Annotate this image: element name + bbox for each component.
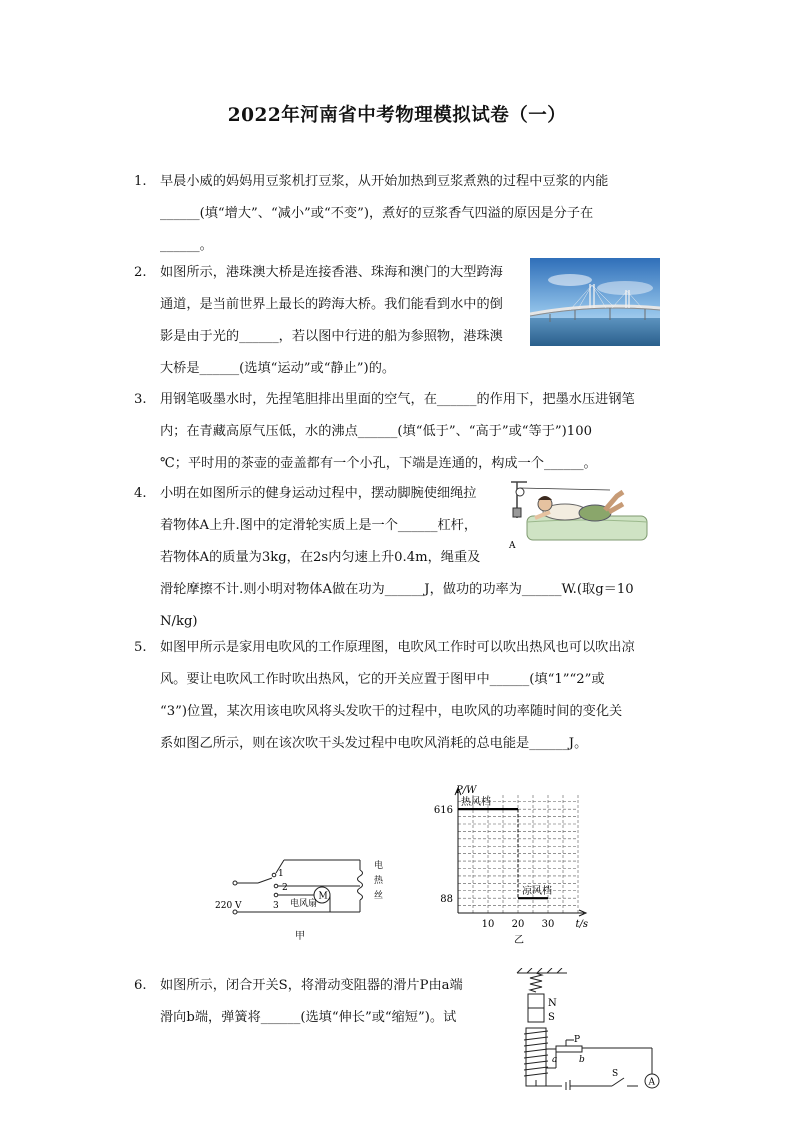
question-line: “3”)位置，某次用该电吹风将头发吹干的过程中，电吹风的功率随时间的变化关 xyxy=(160,704,623,719)
question-line: 通道，是当前世界上最长的跨海大桥。我们能看到水中的倒 xyxy=(160,297,503,312)
page-title: 2022年河南省中考物理模拟试卷（一） xyxy=(227,105,567,126)
end-b-label: b xyxy=(579,1055,585,1065)
question-line: 用钢笔吸墨水时，先捏笔胆排出里面的空气，在______的作用下，把墨水压进钢笔 xyxy=(160,392,635,407)
question-line: 如图所示，闭合开关S，将滑动变阻器的滑片P由a端 xyxy=(160,978,463,993)
electromagnet-figure xyxy=(512,968,662,1090)
figure-caption-yi: 乙 xyxy=(514,935,524,945)
power-time-chart xyxy=(418,785,593,945)
label-a: A xyxy=(509,541,516,551)
gym-exercise-figure xyxy=(505,478,655,556)
question-number: 4. xyxy=(134,486,147,501)
question-line: 系如图乙所示，则在该次吹干头发过程中电吹风消耗的总电能是______J。 xyxy=(160,736,588,751)
question-line: 滑轮摩擦不计.则小明对物体A做在功为______J，做功的功率为______W.(取g＝10 xyxy=(160,582,634,597)
fan-label: 电风扇 xyxy=(290,899,318,909)
question-number: 6. xyxy=(134,978,147,993)
y-axis-label: P/W xyxy=(456,785,477,796)
switch-position-1: 1 xyxy=(278,869,284,879)
question-number: 3. xyxy=(134,392,147,407)
y-tick-label: 88 xyxy=(440,894,453,906)
question-line: 如图所示，港珠澳大桥是连接香港、珠海和澳门的大型跨海 xyxy=(160,265,503,280)
question-number: 5. xyxy=(134,640,147,655)
question-line: 内；在青藏高原气压低，水的沸点______(填“低于”、“高于”或“等于”)100 xyxy=(160,424,592,439)
switch-position-2: 2 xyxy=(282,883,288,893)
question-line: 风。要让电吹风工作时吹出热风，它的开关应置于图甲中______(填“1”“2”或 xyxy=(160,672,605,687)
x-tick-label: 30 xyxy=(541,919,555,930)
x-axis-label: t/s xyxy=(575,919,588,930)
switch-s-label: S xyxy=(612,1069,619,1079)
question-line: 影是由于光的______，若以图中行进的船为参照物，港珠澳 xyxy=(160,329,503,344)
question-line: 滑向b端，弹簧将______(选填“伸长”或“缩短”)。试 xyxy=(160,1010,457,1025)
end-a-label: a xyxy=(552,1055,558,1065)
heater-label-2: 热 xyxy=(374,876,384,886)
chart-series xyxy=(458,795,552,898)
series-label: 凉风档 xyxy=(522,886,552,898)
x-tick-label: 20 xyxy=(511,919,525,930)
question-line: 早晨小威的妈妈用豆浆机打豆浆，从开始加热到豆浆煮熟的过程中豆浆的内能 xyxy=(160,174,609,189)
question-number: 1. xyxy=(134,174,147,189)
motor-symbol: M xyxy=(318,891,328,902)
question-line: ______(填“增大”、“减小”或“不变”)，煮好的豆浆香气四溢的原因是分子在 xyxy=(160,206,594,221)
x-tick-label: 10 xyxy=(481,919,495,930)
heater-label-1: 电 xyxy=(374,861,384,871)
question-line: N/kg) xyxy=(160,614,198,629)
bridge-photo xyxy=(530,258,660,346)
question-line: 小明在如图所示的健身运动过程中，摆动脚腕使细绳拉 xyxy=(160,486,477,501)
question-line: 如图甲所示是家用电吹风的工作原理图，电吹风工作时可以吹出热风也可以吹出凉 xyxy=(160,640,635,655)
magnet-north-label: N xyxy=(548,998,557,1009)
question-line: 大桥是______(选填“运动”或“静止”)的。 xyxy=(160,361,396,376)
figure-caption-jia: 甲 xyxy=(295,931,305,942)
magnet-south-label: S xyxy=(548,1012,555,1023)
question-line: ______。 xyxy=(160,238,213,253)
question-line: 若物体A的质量为3kg，在2s内匀速上升0.4m，绳重及 xyxy=(160,550,481,565)
ammeter-label: A xyxy=(648,1077,655,1088)
question-number: 2. xyxy=(134,265,147,280)
question-line: ℃；平时用的茶壶的壶盖都有一个小孔，下端是连通的，构成一个______。 xyxy=(160,456,597,471)
hairdryer-circuit-figure xyxy=(210,850,390,945)
series-label: 热风档 xyxy=(461,797,491,809)
slider-p-label: P xyxy=(574,1035,581,1045)
y-tick-label: 616 xyxy=(433,805,453,817)
switch-position-3: 3 xyxy=(273,901,279,911)
heater-label-3: 丝 xyxy=(374,891,384,901)
question-line: 着物体A上升.图中的定滑轮实质上是一个______杠杆， xyxy=(160,518,478,533)
voltage-label: 220 V xyxy=(215,901,242,911)
